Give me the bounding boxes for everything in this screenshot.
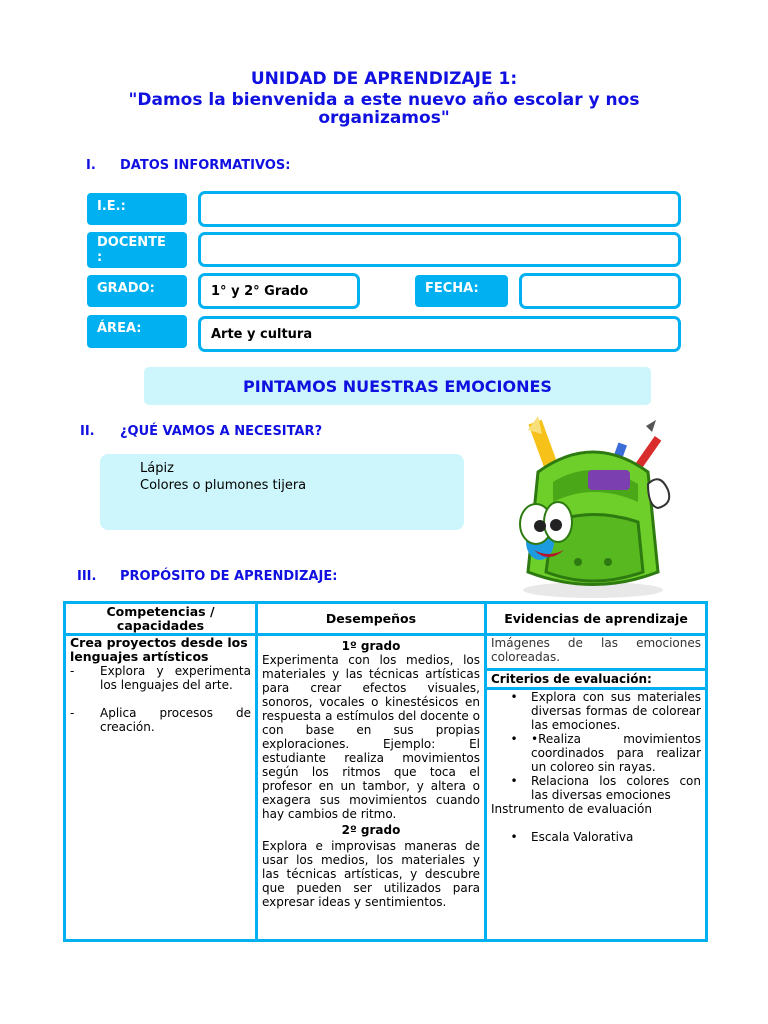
list-item: • Escala Valorativa xyxy=(510,830,634,844)
grade-1-title: 1º grado xyxy=(341,639,401,653)
desempenos-cell xyxy=(257,635,486,941)
competencia-title: Crea proyectos desde los lenguajes artísticos xyxy=(70,635,248,664)
docente-label xyxy=(87,232,187,268)
grado-field[interactable] xyxy=(198,273,360,309)
section-3-number: III. xyxy=(77,569,97,584)
grade-2-text: Explora e improvisas maneras de usar los medios, los materiales y las técnicas artísticas, y descubre que pueden ser utilizados para expresar ideas y sentimientos. xyxy=(262,839,480,909)
material-item: Lápiz xyxy=(140,461,174,476)
material-item: Colores o plumones tijera xyxy=(140,478,307,493)
docente-field[interactable] xyxy=(198,232,681,267)
header-competencias: Competencias / capacidades xyxy=(65,603,257,635)
grade-1-text: Experimenta con los medios, los materiales y las técnicas artísticas para crear efectos visuales, sonoros, vocales o kinestésicos en respuesta a estímulos del docente o con base en sus propias exploraciones. Ejemplo: El estudiante realiza movimientos según los ritmos que toca el profesor en un tambor, y altera o exagera sus movimientos cuando hay cambios de ritmo. xyxy=(262,653,480,821)
competencias-cell xyxy=(65,635,257,941)
criterion-text: •Realiza movimientos coordinados para realizar un coloreo sin rayas. xyxy=(531,732,701,774)
docente-label-line1: DOCENTE xyxy=(97,235,166,250)
docente-label-line2: : xyxy=(97,250,103,265)
evidence-text: Imágenes de las emociones coloreadas. xyxy=(491,636,701,664)
criterion-text: Explora con sus materiales diversas formas de colorear las emociones. xyxy=(531,690,701,732)
section-3-title: PROPÓSITO DE APRENDIZAJE: xyxy=(120,569,338,584)
area-field[interactable] xyxy=(198,316,681,352)
ie-field[interactable] xyxy=(198,191,681,227)
grado-label: GRADO: xyxy=(87,275,187,307)
list-item: - Explora y experimenta los lenguajes del arte. xyxy=(70,664,251,692)
criterion-text: Relaciona los colores con las diversas emociones xyxy=(531,774,701,802)
unit-title: UNIDAD DE APRENDIZAJE 1: xyxy=(250,69,518,89)
unit-subtitle-line1: "Damos la bienvenida a este nuevo año escolar y nos xyxy=(128,90,640,110)
materials-box xyxy=(100,454,464,530)
table-header-row xyxy=(65,603,707,635)
section-2-title: ¿QUÉ VAMOS A NECESITAR? xyxy=(120,424,323,439)
header-desempenos: Desempeños xyxy=(257,603,486,635)
table-row xyxy=(65,635,707,941)
area-value: Arte y cultura xyxy=(211,326,313,342)
section-1-number: I. xyxy=(86,158,96,173)
capacidad-text: Explora y experimenta los lenguajes del arte. xyxy=(100,664,251,692)
list-item: - Aplica procesos de creación. xyxy=(70,706,251,734)
fecha-field[interactable] xyxy=(519,273,681,309)
list-item: • Relaciona los colores con las diversas emociones xyxy=(510,774,701,802)
session-title-banner: PINTAMOS NUESTRAS EMOCIONES xyxy=(144,367,651,405)
instrument-title: Instrumento de evaluación xyxy=(491,802,653,816)
purpose-table xyxy=(63,601,708,942)
section-1-title: DATOS INFORMATIVOS: xyxy=(120,158,291,173)
list-item: • Explora con sus materiales diversas formas de colorear las emociones. xyxy=(510,690,701,732)
unit-subtitle-line2: organizamos" xyxy=(318,108,450,128)
header-evidencias: Evidencias de aprendizaje xyxy=(486,603,707,635)
evidencias-cell xyxy=(486,635,707,941)
ie-label: I.E.: xyxy=(87,193,187,225)
instrument-text: Escala Valorativa xyxy=(531,830,634,844)
capacidad-text: Aplica procesos de creación. xyxy=(100,706,251,734)
backpack-illustration-icon xyxy=(498,412,688,602)
fecha-label: FECHA: xyxy=(415,275,508,307)
list-item: • •Realiza movimientos coordinados para realizar un coloreo sin rayas. xyxy=(510,732,701,774)
criteria-title: Criterios de evaluación: xyxy=(487,668,705,690)
grado-value: 1° y 2° Grado xyxy=(211,283,309,299)
grade-2-title: 2º grado xyxy=(341,823,401,837)
area-label: ÁREA: xyxy=(87,315,187,348)
section-2-number: II. xyxy=(80,424,95,439)
